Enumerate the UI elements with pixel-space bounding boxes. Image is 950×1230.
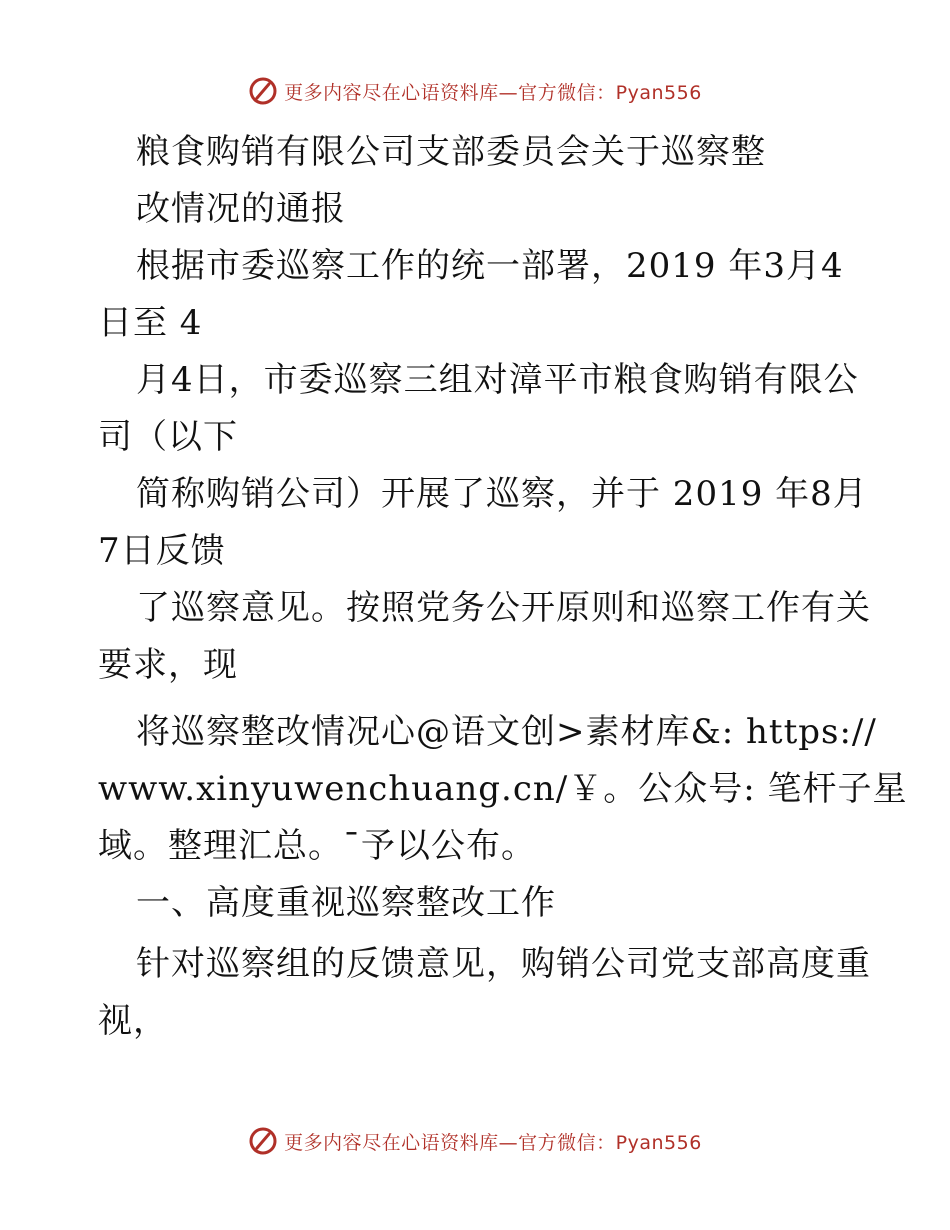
paragraph-line: 了巡察意见。按照党务公开原则和巡察工作有关 xyxy=(136,588,871,628)
paragraph-line: 视， xyxy=(98,1001,168,1041)
paragraph-line: 将巡察整改情况心@语文创>素材库&: https:// xyxy=(136,712,877,752)
paragraph-line: 要求，现 xyxy=(98,645,238,685)
section-heading: 一、高度重视巡察整改工作 xyxy=(136,883,556,923)
pen-circle-logo-icon xyxy=(248,1126,278,1156)
title-line-2: 改情况的通报 xyxy=(136,189,346,229)
title-line-1: 粮食购销有限公司支部委员会关于巡察整 xyxy=(136,132,766,172)
paragraph-line: 7日反馈 xyxy=(98,531,226,571)
watermark-text: 更多内容尽在心语资料库—官方微信：Pyan556 xyxy=(284,1131,702,1154)
paragraph-line: 简称购销公司）开展了巡察，并于 2019 年8月 xyxy=(136,474,868,514)
paragraph-line: 日至 4 xyxy=(98,303,203,343)
paragraph-line: www.xinyuwenchuang.cn/￥。公众号: 笔杆子星 xyxy=(98,769,908,809)
footer-watermark xyxy=(0,1124,950,1158)
paragraph-line: 针对巡察组的反馈意见，购销公司党支部高度重 xyxy=(136,944,871,984)
pen-circle-logo-icon xyxy=(248,76,278,106)
paragraph-line: 域。整理汇总。¯予以公布。 xyxy=(98,826,536,866)
watermark-text: 更多内容尽在心语资料库—官方微信：Pyan556 xyxy=(284,81,702,104)
header-watermark xyxy=(0,74,950,108)
paragraph-line: 司（以下 xyxy=(98,417,238,457)
paragraph-line: 根据市委巡察工作的统一部署，2019 年3月4 xyxy=(136,246,844,286)
paragraph-line: 月4日，市委巡察三组对漳平市粮食购销有限公 xyxy=(136,360,859,400)
